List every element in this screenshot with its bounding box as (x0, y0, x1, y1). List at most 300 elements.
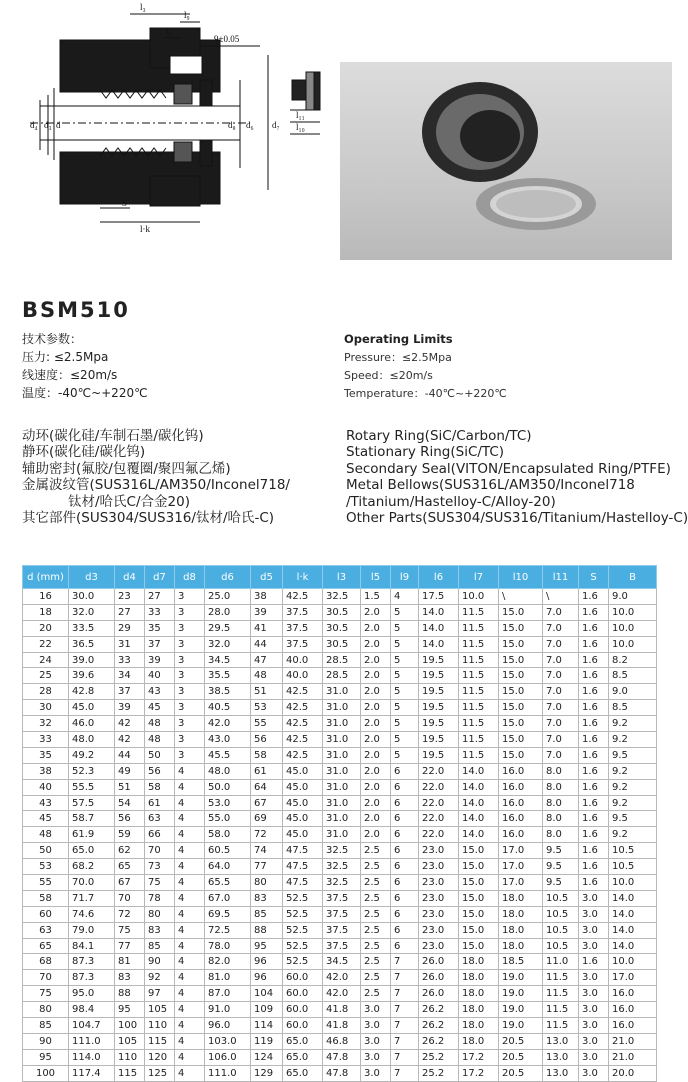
column-header: l·k (283, 566, 323, 589)
product-model: BSM510 (22, 298, 130, 322)
table-cell: 13.0 (543, 1049, 579, 1065)
table-cell: 45.0 (283, 779, 323, 795)
table-cell: 52.5 (283, 906, 323, 922)
label-d6: d₆ (246, 120, 254, 130)
table-cell: 7 (391, 1018, 419, 1034)
table-cell: 40.0 (283, 668, 323, 684)
table-cell: 42.5 (283, 716, 323, 732)
table-cell: 40 (23, 779, 69, 795)
table-cell: 115 (115, 1065, 145, 1081)
table-cell: 83 (145, 922, 175, 938)
table-cell: 23.0 (419, 938, 459, 954)
table-cell: 98.4 (69, 1002, 115, 1018)
table-cell: 85 (251, 906, 283, 922)
table-row (23, 668, 657, 684)
table-cell: 60 (23, 906, 69, 922)
table-cell: 5 (391, 620, 419, 636)
table-cell: 47.5 (283, 875, 323, 891)
table-cell: 34.5 (323, 954, 361, 970)
table-cell: 17.0 (499, 859, 543, 875)
table-cell: 30 (23, 700, 69, 716)
table-cell: 65.0 (283, 1033, 323, 1049)
rotary-ring-zh: 动环(碳化硅/车制石墨/碳化钨) (22, 428, 204, 444)
table-cell: 14.0 (609, 922, 657, 938)
table-cell: 3 (175, 620, 205, 636)
table-cell: 25.2 (419, 1049, 459, 1065)
label-d4: d₄ (30, 120, 38, 130)
stationary-ring-zh: 静环(碳化硅/碳化钨) (22, 444, 146, 461)
table-cell: 18 (23, 604, 69, 620)
table-cell: 110 (115, 1049, 145, 1065)
table-cell: 3.0 (361, 1033, 391, 1049)
table-cell: 32.0 (69, 604, 115, 620)
table-cell: 16.0 (499, 763, 543, 779)
table-cell: 65.0 (69, 843, 115, 859)
table-cell: 65 (115, 859, 145, 875)
table-cell: 15.0 (499, 636, 543, 652)
table-cell: 9.0 (609, 684, 657, 700)
table-row (23, 938, 657, 954)
table-cell: 57.5 (69, 795, 115, 811)
table-cell: 5 (391, 716, 419, 732)
table-cell: 46.0 (69, 716, 115, 732)
table-cell: 15.0 (499, 747, 543, 763)
table-cell: 59 (115, 827, 145, 843)
table-cell: 37.5 (323, 890, 361, 906)
table-cell: 95 (23, 1049, 69, 1065)
table-cell: 110 (145, 1018, 175, 1034)
table-cell: 1.6 (579, 684, 609, 700)
table-cell: 31.0 (323, 700, 361, 716)
table-cell: 82.0 (205, 954, 251, 970)
table-cell: 2.0 (361, 700, 391, 716)
table-cell: 45.0 (69, 700, 115, 716)
table-cell: 1.6 (579, 875, 609, 891)
table-cell: 77 (115, 938, 145, 954)
temperature-en: Temperature：-40℃~+220℃ (344, 387, 507, 400)
table-cell: 20.0 (609, 1065, 657, 1081)
table-cell: 8.5 (609, 700, 657, 716)
temperature-zh: 温度：-40℃~+220℃ (22, 386, 148, 400)
table-cell: 120 (145, 1049, 175, 1065)
table-cell: 11.5 (459, 684, 499, 700)
column-header: d3 (69, 566, 115, 589)
label-s: S (122, 198, 128, 208)
table-cell: 1.6 (579, 668, 609, 684)
table-cell: 43 (23, 795, 69, 811)
table-cell: 48 (23, 827, 69, 843)
table-cell: 7 (391, 1049, 419, 1065)
table-cell: 3.0 (579, 890, 609, 906)
table-cell: 10.0 (609, 620, 657, 636)
table-cell: 42.0 (323, 986, 361, 1002)
table-cell: 2.0 (361, 604, 391, 620)
table-cell: 90 (23, 1033, 69, 1049)
table-cell: 35 (145, 620, 175, 636)
table-cell: 31.0 (323, 716, 361, 732)
column-header: S (579, 566, 609, 589)
label-tolerance: 9±0.05 (214, 34, 240, 44)
table-cell: 2.0 (361, 652, 391, 668)
table-cell: 2.5 (361, 954, 391, 970)
table-cell: 15.0 (459, 859, 499, 875)
table-cell: 52.5 (283, 922, 323, 938)
label-l11: l₁₁ (296, 110, 305, 120)
table-cell: 1.6 (579, 732, 609, 748)
table-cell: 6 (391, 875, 419, 891)
table-cell: 62 (115, 843, 145, 859)
label-l3: l₃ (140, 2, 146, 12)
other-parts-en: Other Parts(SUS304/SUS316/Titanium/Hastelloy-C) (346, 510, 688, 527)
table-row (23, 652, 657, 668)
rotary-ring-en: Rotary Ring(SiC/Carbon/TC) (346, 428, 532, 444)
table-cell: 4 (175, 1065, 205, 1081)
table-row (23, 1018, 657, 1034)
table-cell: 6 (391, 779, 419, 795)
table-cell: 32.5 (323, 589, 361, 605)
table-cell: 45 (23, 811, 69, 827)
table-cell: 5 (391, 732, 419, 748)
table-cell: 7.0 (543, 604, 579, 620)
table-cell: 2.5 (361, 843, 391, 859)
table-cell: 69.5 (205, 906, 251, 922)
table-cell: 80 (251, 875, 283, 891)
table-cell: 16.0 (609, 1018, 657, 1034)
table-cell: 22.0 (419, 763, 459, 779)
table-cell: 30.0 (69, 589, 115, 605)
table-cell: 4 (175, 938, 205, 954)
table-cell: 20 (23, 620, 69, 636)
table-cell: 47.5 (283, 859, 323, 875)
table-cell: 44 (115, 747, 145, 763)
table-cell: 1.6 (579, 620, 609, 636)
table-cell: 16.0 (499, 779, 543, 795)
table-cell: 3.0 (579, 1033, 609, 1049)
table-cell: 16.0 (499, 827, 543, 843)
table-cell: 21.0 (609, 1033, 657, 1049)
table-cell: 72 (251, 827, 283, 843)
table-row (23, 1033, 657, 1049)
table-row (23, 589, 657, 605)
table-cell: 11.5 (459, 747, 499, 763)
table-cell: 23.0 (419, 875, 459, 891)
table-cell: 3.0 (579, 1065, 609, 1081)
table-cell: 9.2 (609, 716, 657, 732)
table-cell: 42.5 (283, 700, 323, 716)
table-cell: 5 (391, 747, 419, 763)
table-cell: 7.0 (543, 732, 579, 748)
table-cell: 3 (175, 747, 205, 763)
table-cell: 28.5 (323, 668, 361, 684)
table-cell: 2.5 (361, 875, 391, 891)
table-cell: 45.0 (283, 795, 323, 811)
table-cell: 34.5 (205, 652, 251, 668)
table-cell: 48.0 (205, 763, 251, 779)
table-cell: 45.0 (283, 811, 323, 827)
table-cell: 31.0 (323, 827, 361, 843)
table-cell: 48 (145, 716, 175, 732)
table-cell: 3 (175, 668, 205, 684)
table-cell: 51 (115, 779, 145, 795)
table-cell: 2.0 (361, 827, 391, 843)
table-cell: 28 (23, 684, 69, 700)
label-d7: d₇ (272, 120, 280, 130)
table-cell: 7.0 (543, 684, 579, 700)
table-cell: 4 (175, 811, 205, 827)
table-cell: 22.0 (419, 827, 459, 843)
table-cell: 53 (251, 700, 283, 716)
seal-photo-illustration (340, 62, 672, 260)
table-cell: 15.0 (459, 938, 499, 954)
table-cell: 38 (23, 763, 69, 779)
table-cell: 31.0 (323, 684, 361, 700)
table-cell: 1.6 (579, 700, 609, 716)
table-cell: 6 (391, 795, 419, 811)
table-cell: 10.5 (609, 859, 657, 875)
table-cell: 7 (391, 986, 419, 1002)
table-cell: 18.0 (459, 954, 499, 970)
table-cell: 13.0 (543, 1033, 579, 1049)
table-cell: 3 (175, 700, 205, 716)
table-cell: 4 (175, 1018, 205, 1034)
table-cell: 4 (175, 859, 205, 875)
table-cell: 7 (391, 970, 419, 986)
table-cell: 49 (115, 763, 145, 779)
table-cell: 56 (251, 732, 283, 748)
table-cell: 31 (115, 636, 145, 652)
label-l9: l₉ (184, 10, 190, 20)
table-cell: 85 (23, 1018, 69, 1034)
table-cell: 37.5 (323, 906, 361, 922)
table-cell: 32 (23, 716, 69, 732)
table-cell: 55.5 (69, 779, 115, 795)
table-cell: 75 (115, 922, 145, 938)
table-cell: 70 (23, 970, 69, 986)
table-cell: 10.0 (609, 954, 657, 970)
table-cell: 22 (23, 636, 69, 652)
table-cell: 9.5 (543, 875, 579, 891)
table-cell: 26.0 (419, 954, 459, 970)
table-cell: \ (499, 589, 543, 605)
table-cell: 9.5 (609, 811, 657, 827)
metal-bellows-zh: 金属波纹管(SUS316L/AM350/Inconel718/ (22, 477, 290, 494)
table-cell: 49.2 (69, 747, 115, 763)
table-cell: 14.0 (609, 890, 657, 906)
table-cell: 115 (145, 1033, 175, 1049)
table-cell: 23.0 (419, 922, 459, 938)
table-cell: 11.5 (459, 620, 499, 636)
table-cell: 119 (251, 1033, 283, 1049)
table-cell: 4 (175, 827, 205, 843)
table-cell: 5 (391, 636, 419, 652)
table-row (23, 636, 657, 652)
table-cell: 81 (115, 954, 145, 970)
table-cell: 17.2 (459, 1049, 499, 1065)
table-cell: 15.0 (499, 604, 543, 620)
table-cell: 68.2 (69, 859, 115, 875)
table-cell: 8.0 (543, 763, 579, 779)
table-cell: 58 (251, 747, 283, 763)
table-cell: 3.0 (579, 906, 609, 922)
table-cell: 4 (175, 795, 205, 811)
table-cell: 58 (23, 890, 69, 906)
table-cell: 8.5 (609, 668, 657, 684)
table-cell: 28.5 (323, 652, 361, 668)
table-cell: 29 (115, 620, 145, 636)
table-row (23, 922, 657, 938)
table-cell: 11.5 (543, 1018, 579, 1034)
table-cell: 26.2 (419, 1002, 459, 1018)
table-cell: 1.6 (579, 811, 609, 827)
table-cell: 1.6 (579, 795, 609, 811)
product-photo (340, 62, 672, 260)
table-cell: 10.0 (609, 875, 657, 891)
table-cell: 31.0 (323, 763, 361, 779)
table-cell: 3.0 (579, 922, 609, 938)
column-header: d6 (205, 566, 251, 589)
table-cell: 3.0 (579, 938, 609, 954)
table-cell: 39 (251, 604, 283, 620)
table-cell: 23 (115, 589, 145, 605)
table-cell: 46.8 (323, 1033, 361, 1049)
table-cell: 50.0 (205, 779, 251, 795)
table-cell: 26.0 (419, 986, 459, 1002)
table-cell: 52.5 (283, 890, 323, 906)
params-title-zh: 技术参数： (22, 332, 83, 346)
table-cell: 19.0 (499, 986, 543, 1002)
table-cell: 2.0 (361, 747, 391, 763)
table-cell: 96.0 (205, 1018, 251, 1034)
table-cell: 42 (115, 732, 145, 748)
table-cell: 1.6 (579, 827, 609, 843)
table-cell: 3 (175, 589, 205, 605)
table-cell: 4 (175, 1049, 205, 1065)
table-cell: 17.0 (499, 843, 543, 859)
table-cell: 45.5 (205, 747, 251, 763)
table-cell: 7 (391, 954, 419, 970)
table-cell: 75 (23, 986, 69, 1002)
table-cell: 47.5 (283, 843, 323, 859)
table-cell: 1.6 (579, 954, 609, 970)
table-cell: 109 (251, 1002, 283, 1018)
table-cell: 6 (391, 763, 419, 779)
metal-bellows-zh-cont: 钛材/哈氏C/合金20) (68, 493, 190, 510)
column-header: l7 (459, 566, 499, 589)
table-cell: 18.0 (499, 906, 543, 922)
table-row (23, 747, 657, 763)
table-cell: 1.6 (579, 636, 609, 652)
table-cell: 50 (23, 843, 69, 859)
table-cell: 30.5 (323, 620, 361, 636)
table-cell: 3.0 (579, 1018, 609, 1034)
table-cell: 40 (145, 668, 175, 684)
table-header-row (23, 566, 657, 589)
table-cell: 10.5 (609, 843, 657, 859)
table-cell: 19.0 (499, 1018, 543, 1034)
table-cell: 70.0 (69, 875, 115, 891)
table-cell: 35.5 (205, 668, 251, 684)
table-cell: 3.0 (579, 1002, 609, 1018)
table-row (23, 604, 657, 620)
table-cell: 37 (115, 684, 145, 700)
table-cell: 37 (145, 636, 175, 652)
table-cell: 19.5 (419, 668, 459, 684)
table-cell: 5 (391, 668, 419, 684)
table-cell: 3 (175, 684, 205, 700)
table-cell: 129 (251, 1065, 283, 1081)
table-cell: 3 (175, 636, 205, 652)
table-row (23, 732, 657, 748)
table-cell: 7.0 (543, 668, 579, 684)
table-cell: 81.0 (205, 970, 251, 986)
table-cell: 11.5 (543, 986, 579, 1002)
table-cell: 9.5 (543, 843, 579, 859)
table-cell: 18.0 (499, 938, 543, 954)
metal-bellows-en: Metal Bellows(SUS316L/AM350/Inconel718 (346, 477, 635, 494)
seal-cross-section-drawing (0, 0, 340, 260)
table-row (23, 875, 657, 891)
table-cell: 22.0 (419, 795, 459, 811)
table-cell: 37.5 (323, 938, 361, 954)
table-row (23, 700, 657, 716)
table-cell: 41.8 (323, 1018, 361, 1034)
table-cell: 74.6 (69, 906, 115, 922)
table-cell: 43.0 (205, 732, 251, 748)
table-cell: 19.5 (419, 716, 459, 732)
table-cell: 1.6 (579, 652, 609, 668)
table-cell: 31.0 (323, 811, 361, 827)
table-cell: 96 (251, 970, 283, 986)
table-cell: 25.2 (419, 1065, 459, 1081)
table-cell: 1.6 (579, 747, 609, 763)
table-cell: 14.0 (459, 779, 499, 795)
other-parts-zh: 其它部件(SUS304/SUS316/钛材/哈氏-C) (22, 510, 275, 527)
table-cell: 15.0 (499, 732, 543, 748)
table-cell: 4 (175, 875, 205, 891)
table-cell: 3.0 (361, 1002, 391, 1018)
table-cell: 18.0 (499, 922, 543, 938)
table-cell: 1.6 (579, 604, 609, 620)
secondary-seal-zh: 辅助密封(氟胶/包覆圈/聚四氟乙烯) (22, 460, 231, 477)
table-cell: 9.2 (609, 779, 657, 795)
table-cell: 55 (251, 716, 283, 732)
table-cell: 10.0 (609, 604, 657, 620)
table-cell: 2.0 (361, 779, 391, 795)
column-header: d5 (251, 566, 283, 589)
table-cell: 39.0 (69, 652, 115, 668)
table-cell: 73 (145, 859, 175, 875)
table-cell: 16.0 (499, 795, 543, 811)
table-cell: 125 (145, 1065, 175, 1081)
table-cell: 72 (115, 906, 145, 922)
table-cell: 85 (145, 938, 175, 954)
table-cell: 15.0 (459, 843, 499, 859)
table-cell: 61 (251, 763, 283, 779)
table-row (23, 906, 657, 922)
table-cell: 5 (391, 684, 419, 700)
table-cell: 106.0 (205, 1049, 251, 1065)
table-cell: 55 (23, 875, 69, 891)
table-cell: 10.5 (543, 906, 579, 922)
table-cell: 23.0 (419, 906, 459, 922)
table-cell: 23.0 (419, 890, 459, 906)
table-cell: 104 (251, 986, 283, 1002)
table-cell: 15.0 (499, 620, 543, 636)
table-cell: 1.6 (579, 779, 609, 795)
table-cell: 16.0 (609, 1002, 657, 1018)
table-cell: 11.5 (543, 1002, 579, 1018)
table-row (23, 1002, 657, 1018)
